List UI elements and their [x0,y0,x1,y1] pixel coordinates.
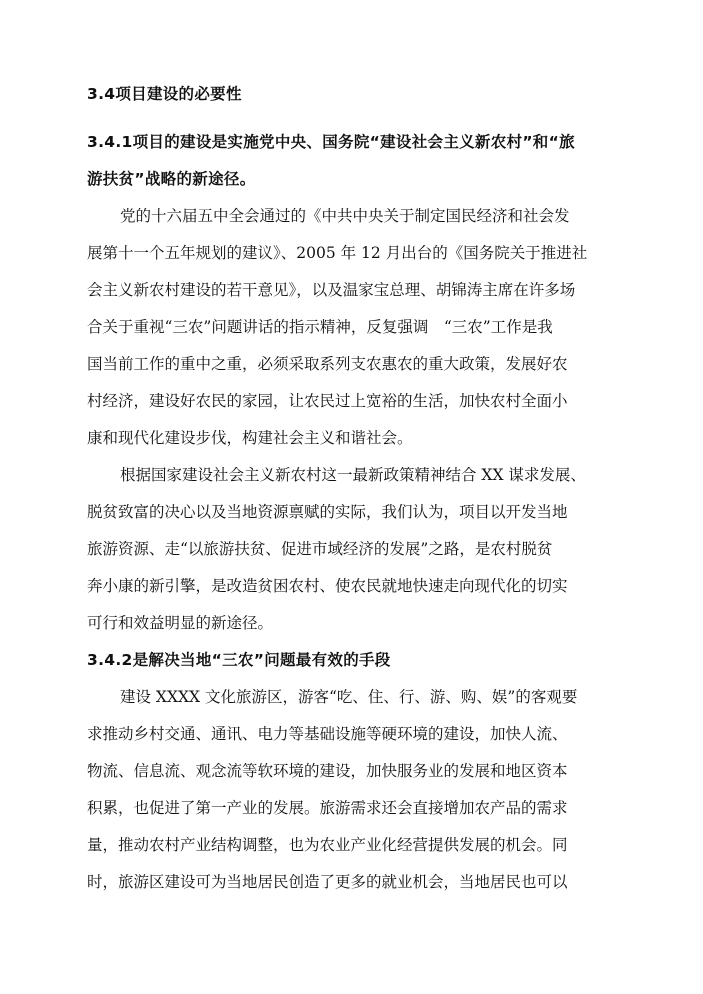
section-heading: 3.4项目建设的必要性 [87,85,242,103]
paragraph-line: 根据国家建设社会主义新农村这一最新政策精神结合 XX 谋求发展、 [120,466,586,484]
paragraph-line: 求推动乡村交通、通讯、电力等基础设施等硬环境的建设，加快人流、 [87,725,568,743]
paragraph-line: 积累，也促进了第一产业的发展。旅游需求还会直接增加农产品的需求 [87,799,568,817]
paragraph-line: 会主义新农村建设的若干意见》，以及温家宝总理、胡锦涛主席在许多场 [87,281,576,299]
subsection-heading-1-line-2: 游扶贫”战略的新途径。 [87,170,256,188]
paragraph-line: 展第十一个五年规划的建议》、2005 年 12 月出台的《国务院关于推进社 [87,244,588,262]
paragraph-line: 奔小康的新引擎，是改造贫困农村、使农民就地快速走向现代化的切实 [87,577,568,595]
paragraph-line: 康和现代化建设步伐，构建社会主义和谐社会。 [87,429,413,447]
paragraph-line: 国当前工作的重中之重，必须采取系列支农惠农的重大政策，发展好农 [87,355,568,373]
paragraph-line: 时，旅游区建设可为当地居民创造了更多的就业机会，当地居民也可以 [87,873,568,891]
subsection-heading-2: 3.4.2是解决当地“三农”问题最有效的手段 [87,651,391,669]
paragraph-line: 合关于重视“三农”问题讲话的指示精神，反复强调 “三农”工作是我 [87,318,553,336]
paragraph-line: 量，推动农村产业结构调整，也为农业产业化经营提供发展的机会。同 [87,836,568,854]
paragraph-line: 物流、信息流、观念流等软环境的建设，加快服务业的发展和地区资本 [87,762,568,780]
paragraph-line: 建设 XXXX 文化旅游区，游客“吃、住、行、游、购、娱”的客观要 [120,688,578,706]
paragraph-line: 党的十六届五中全会通过的《中共中央关于制定国民经济和社会发 [120,207,570,225]
paragraph-line: 可行和效益明显的新途径。 [87,614,274,632]
paragraph-line: 脱贫致富的决心以及当地资源禀赋的实际，我们认为，项目以开发当地 [87,503,568,521]
paragraph-line: 旅游资源、走“以旅游扶贫、促进市域经济的发展”之路，是农村脱贫 [87,540,553,558]
paragraph-line: 村经济，建设好农民的家园，让农民过上宽裕的生活，加快农村全面小 [87,392,568,410]
subsection-heading-1-line-1: 3.4.1项目的建设是实施党中央、国务院“建设社会主义新农村”和“旅 [87,133,575,151]
